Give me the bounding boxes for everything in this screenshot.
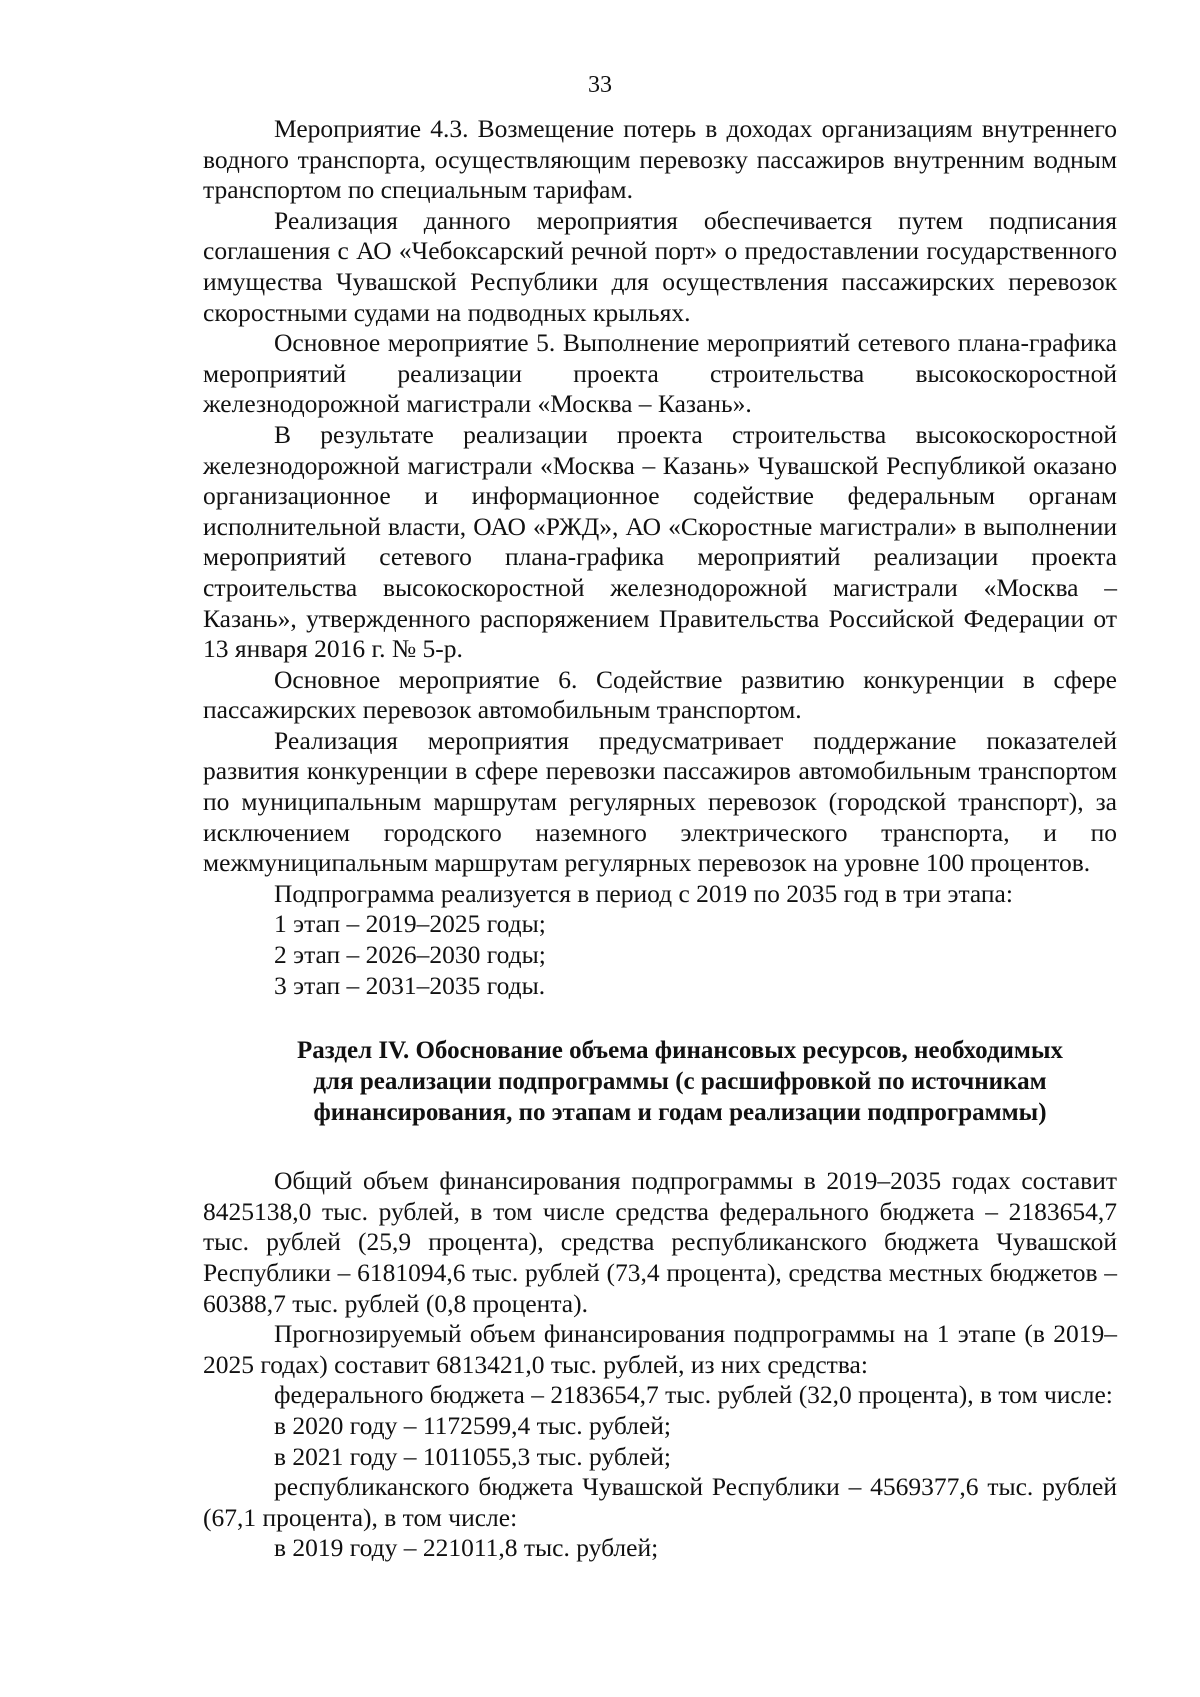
paragraph-main-measure-6-implementation: Реализация мероприятия предусматривает поддержание показателей развития конкуренции в сфере перевозки пассажиров автомобильным транспортом по муниципальным маршрутам регулярных перевозок (городской транспорт), за исключением городского наземного электрического транспорта, и по межмуниципальным маршрутам регулярных перевозок на уровне 100 процентов. [203, 725, 1117, 878]
list-item-federal-2020: в 2020 году – 1172599,4 тыс. рублей; [274, 1410, 671, 1440]
list-item-stage-3: 3 этап – 2031–2035 годы. [274, 970, 546, 1000]
list-item-stage-2: 2 этап – 2026–2030 годы; [274, 940, 546, 970]
list-item-federal-2021: в 2021 году – 1011055,3 тыс. рублей; [274, 1441, 671, 1471]
paragraph-federal-budget: федерального бюджета – 2183654,7 тыс. рублей (32,0 процента), в том числе: [274, 1380, 1113, 1410]
paragraph-measure-4-3-implementation: Реализация данного мероприятия обеспечивается путем подписания соглашения с АО «Чебоксарский речной порт» о предоставлении государственного имущества Чувашской Республики для осуществления пассажирских перевозок скоростными судами на подводных крыльях. [203, 205, 1117, 327]
document-body [203, 114, 1117, 1564]
paragraph-total-funding: Общий объем финансирования подпрограммы в 2019–2035 годах составит 8425138,0 тыс. рублей, в том числе средства федерального бюджета – 2183654,7 тыс. рублей (25,9 процента), средства республиканского бюджета Чувашской Республики – 6181094,6 тыс. рублей (73,4 процента), средства местных бюджетов – 60388,7 тыс. рублей (0,8 процента). [203, 1166, 1117, 1318]
section-heading [203, 1035, 1117, 1128]
section-heading-line-3: финансирования, по этапам и годам реализации подпрограммы) [313, 1099, 1047, 1127]
page-number: 33 [588, 72, 612, 98]
section-heading-line-1: Раздел IV. Обоснование объема финансовых ресурсов, необходимых [297, 1037, 1063, 1065]
paragraph-republican-budget: республиканского бюджета Чувашской Республики – 4569377,6 тыс. рублей (67,1 процента), в том числе: [203, 1472, 1117, 1532]
paragraph-stage-1-funding: Прогнозируемый объем финансирования подпрограммы на 1 этапе (в 2019–2025 годах) составит 6813421,0 тыс. рублей, из них средства: [203, 1319, 1117, 1379]
list-item-stage-1: 1 этап – 2019–2025 годы; [274, 909, 546, 939]
paragraph-main-measure-5: Основное мероприятие 5. Выполнение мероприятий сетевого плана-графика мероприятий реализации проекта строительства высокоскоростной железнодорожной магистрали «Москва – Казань». [203, 328, 1117, 419]
section-heading-line-2: для реализации подпрограммы (с расшифровкой по источникам [313, 1068, 1047, 1096]
paragraph-main-measure-5-result: В результате реализации проекта строительства высокоскоростной железнодорожной магистрали «Москва – Казань» Чувашской Республикой оказано организационное и информационное содействие федеральным органам исполнительной власти, ОАО «РЖД», АО «Скоростные магистрали» в выполнении мероприятий сетевого плана-графика мероприятий реализации проекта строительства высокоскоростной железнодорожной магистрали «Москва – Казань», утвержденного распоряжением Правительства Российской Федерации от 13 января 2016 г. № 5-р. [203, 419, 1117, 664]
paragraph-measure-4-3: Мероприятие 4.3. Возмещение потерь в доходах организациям внутреннего водного транспорта, осуществляющим перевозку пассажиров внутренним водным транспортом по специальным тарифам. [203, 114, 1117, 205]
paragraph-main-measure-6: Основное мероприятие 6. Содействие развитию конкуренции в сфере пассажирских перевозок автомобильным транспортом. [203, 664, 1117, 725]
paragraph-stages-intro: Подпрограмма реализуется в период с 2019 по 2035 год в три этапа: [274, 878, 1013, 908]
list-item-republican-2019: в 2019 году – 221011,8 тыс. рублей; [274, 1533, 659, 1563]
